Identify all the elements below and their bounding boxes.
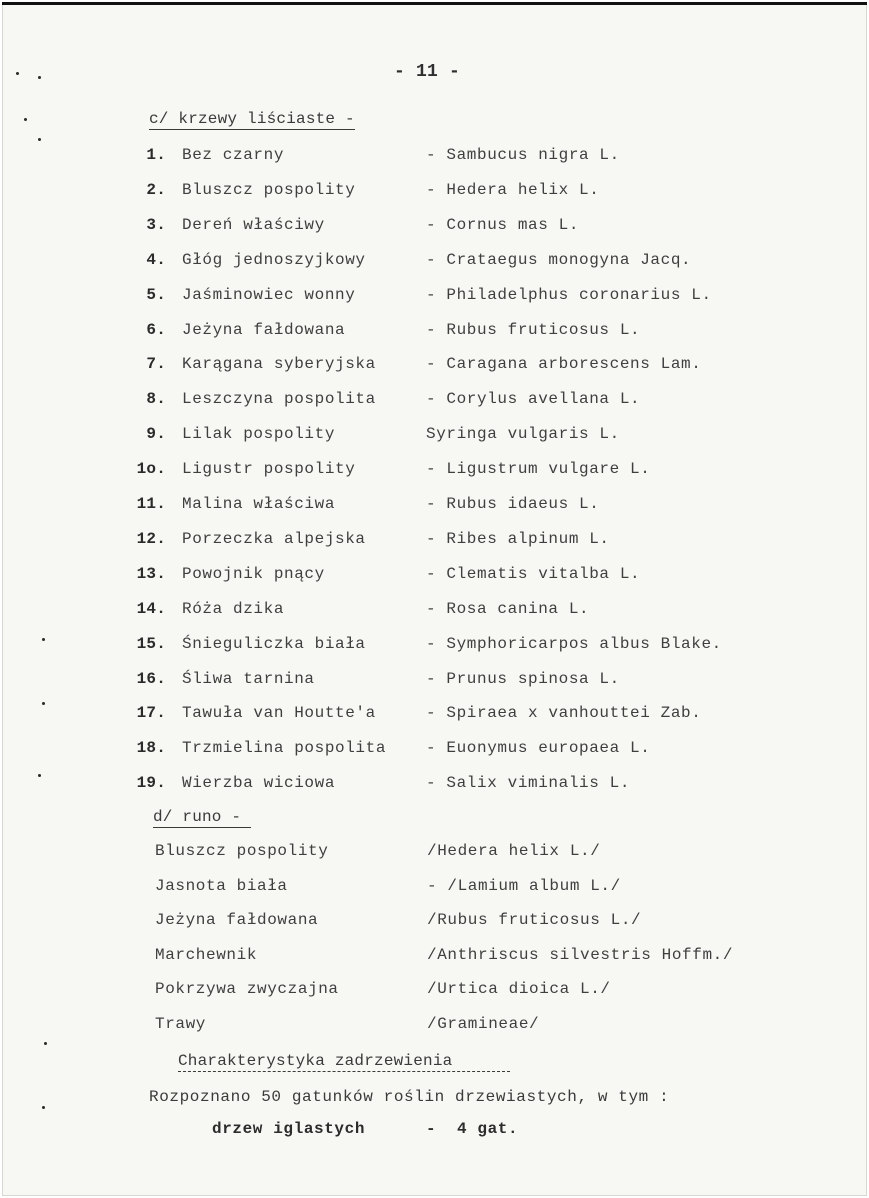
polish-name: Bez czarny (182, 146, 285, 164)
polish-name: Dereń właściwy (182, 215, 325, 234)
list-item (2, 979, 867, 999)
item-number: 15. (136, 634, 166, 653)
list-item (2, 876, 867, 896)
polish-name: Jasnota biała (155, 876, 288, 895)
section-d-heading: d/ runo - (153, 808, 251, 828)
latin-name: - Prunus spinosa L. (426, 669, 620, 688)
document-page (2, 2, 867, 1196)
conifer-count-dash: - (426, 1120, 437, 1138)
item-number: 16. (136, 669, 166, 688)
list-item (2, 285, 867, 305)
latin-name: - Rubus fruticosus L. (426, 320, 641, 339)
item-number: 5. (146, 285, 166, 304)
item-number: 14. (136, 599, 166, 618)
latin-name: /Rubus fruticosus L./ (427, 911, 642, 930)
item-number: 7. (146, 355, 166, 374)
margin-dot (38, 138, 41, 141)
section-c-heading: c/ krzewy liściaste - (149, 110, 355, 128)
latin-name: /Gramineae/ (427, 1015, 540, 1033)
list-item (2, 599, 867, 619)
latin-name: - Philadelphus coronarius L. (426, 285, 712, 304)
latin-name: - Rosa canina L. (426, 599, 590, 618)
polish-name: Jeżyna fałdowana (182, 320, 346, 339)
list-item (2, 215, 867, 235)
margin-dot (42, 1106, 45, 1109)
item-number: 1. (146, 146, 166, 164)
list-item (2, 459, 867, 479)
list-item (2, 1014, 867, 1034)
item-number: 2. (146, 180, 166, 199)
conifer-count-value: 4 gat. (457, 1120, 519, 1138)
latin-name: - Salix viminalis L. (426, 774, 631, 793)
latin-name: - Symphoricarpos albus Blake. (426, 634, 722, 653)
polish-name: Leszczyna pospolita (182, 390, 376, 409)
polish-name: Trzmielina pospolita (182, 739, 387, 758)
latin-name: /Anthriscus silvestris Hoffm./ (427, 945, 734, 964)
item-number: 9. (146, 425, 166, 444)
list-item (2, 738, 867, 758)
latin-name: - Hedera helix L. (426, 180, 600, 199)
list-item (2, 564, 867, 584)
latin-name: - Corylus avellana L. (426, 390, 641, 409)
item-number: 3. (146, 215, 166, 234)
latin-name: - Crataegus monogyna Jacq. (426, 250, 692, 269)
polish-name: Bluszcz pospolity (155, 842, 329, 860)
item-number: 12. (136, 529, 166, 548)
latin-name: /Hedera helix L./ (427, 842, 601, 860)
page-number: - 11 - (394, 62, 461, 82)
margin-dot (44, 1042, 47, 1045)
list-item (2, 424, 867, 444)
list-item (2, 910, 867, 930)
list-item (2, 634, 867, 654)
conifer-count-label: drzew iglastych (212, 1120, 366, 1138)
item-number: 1o. (136, 460, 166, 479)
item-number: 8. (146, 390, 166, 409)
list-item (2, 841, 867, 861)
item-number: 4. (146, 250, 166, 269)
polish-name: Tawuła van Houtte'a (182, 704, 376, 723)
latin-name: - Ribes alpinum L. (426, 529, 610, 548)
characteristic-heading: Charakterystyka zadrzewienia (178, 1052, 510, 1072)
latin-name: - Euonymus europaea L. (426, 739, 651, 758)
list-item (2, 250, 867, 270)
item-number: 17. (136, 704, 166, 723)
characteristic-paragraph: Rozpoznano 50 gatunków roślin drzewiastych, w tym : (149, 1088, 670, 1106)
polish-name: Lilak pospolity (182, 425, 336, 444)
item-number: 19. (136, 774, 166, 793)
latin-name: - Rubus idaeus L. (426, 495, 600, 513)
polish-name: Głóg jednoszyjkowy (182, 250, 366, 269)
latin-name: - Sambucus nigra L. (426, 146, 620, 164)
polish-name: Jeżyna fałdowana (155, 911, 319, 930)
latin-name: /Urtica dioica L./ (427, 980, 611, 999)
polish-name: Wierzba wiciowa (182, 774, 336, 793)
polish-name: Śliwa tarnina (182, 669, 315, 688)
item-number: 18. (136, 739, 166, 758)
margin-dot (38, 76, 41, 79)
polish-name: Trawy (155, 1015, 207, 1033)
polish-name: Jaśminowiec wonny (182, 285, 356, 304)
polish-name: Powojnik pnący (182, 564, 325, 583)
polish-name: Bluszcz pospolity (182, 180, 356, 199)
polish-name: Malina właściwa (182, 495, 336, 513)
latin-name: Syringa vulgaris L. (426, 425, 620, 444)
list-item (2, 494, 867, 514)
item-number: 11. (136, 495, 166, 513)
polish-name: Marchewnik (155, 945, 258, 964)
latin-name: - Cornus mas L. (426, 215, 580, 234)
polish-name: Róża dzika (182, 599, 285, 618)
list-item (2, 389, 867, 409)
margin-dot (16, 72, 19, 75)
list-item (2, 669, 867, 689)
list-item (2, 945, 867, 965)
list-item (2, 320, 867, 340)
latin-name: - Clematis vitalba L. (426, 564, 641, 583)
list-item (2, 180, 867, 200)
latin-name: - Ligustrum vulgare L. (426, 460, 651, 479)
polish-name: Porzeczka alpejska (182, 529, 366, 548)
list-item (2, 773, 867, 793)
latin-name: - /Lamium album L./ (427, 876, 621, 895)
latin-name: - Caragana arborescens Lam. (426, 355, 702, 374)
list-item (2, 145, 867, 165)
list-item (2, 703, 867, 723)
item-number: 6. (146, 320, 166, 339)
polish-name: Ligustr pospolity (182, 460, 356, 479)
polish-name: Śnieguliczka biała (182, 634, 366, 653)
list-item (2, 354, 867, 374)
latin-name: - Spiraea x vanhouttei Zab. (426, 704, 702, 723)
top-scan-border (2, 2, 867, 5)
list-item (2, 529, 867, 549)
polish-name: Karągana syberyjska (182, 355, 376, 374)
item-number: 13. (136, 564, 166, 583)
margin-dot (24, 118, 27, 121)
polish-name: Pokrzywa zwyczajna (155, 980, 339, 999)
